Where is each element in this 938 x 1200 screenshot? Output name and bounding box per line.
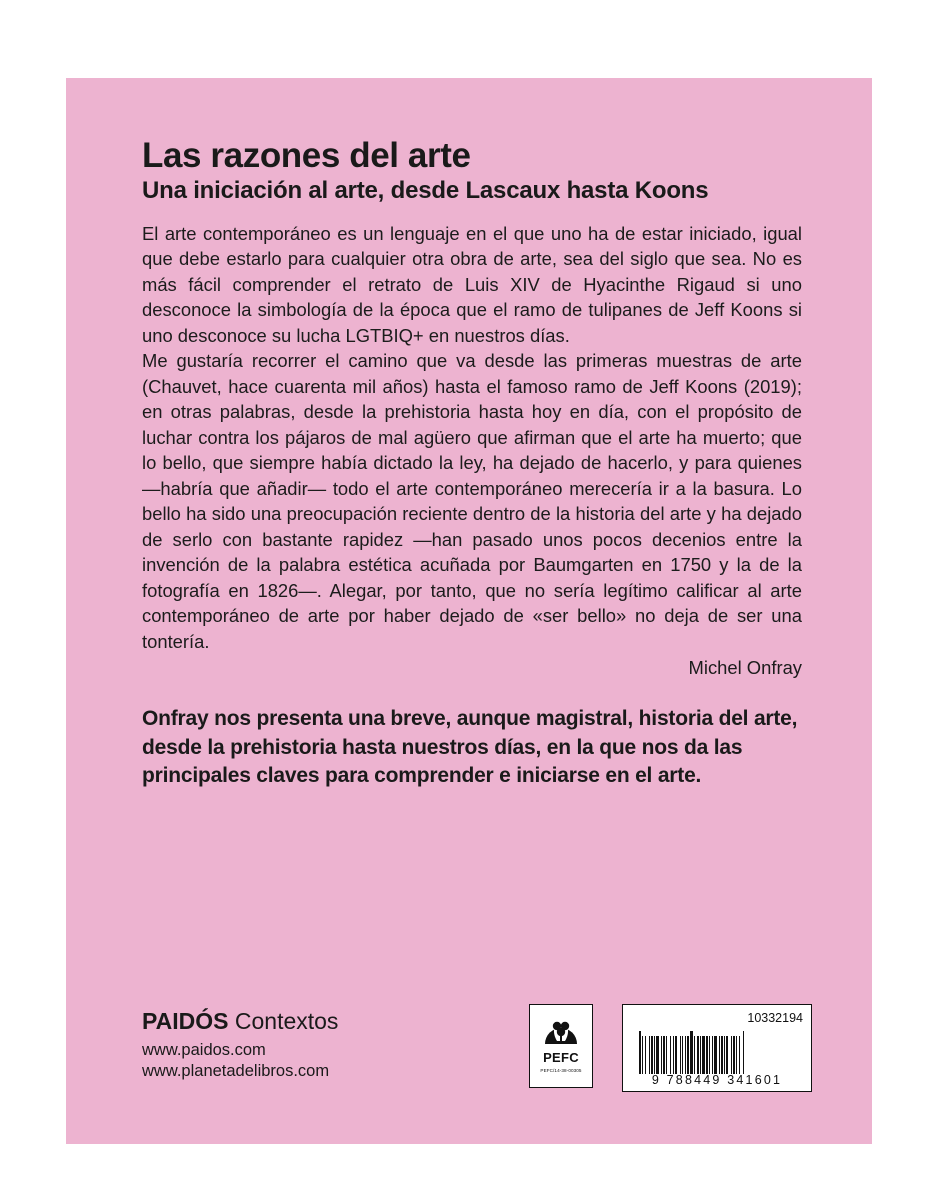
barcode-block [622,1004,812,1092]
author-credit: Michel Onfray [688,657,802,679]
pefc-tree-icon [543,1011,579,1049]
page-title: Las razones del arte [142,136,471,175]
imprint-block [142,1008,472,1082]
pitch-statement: Onfray nos presenta una breve, aunque magistral, historia del arte, desde la prehistoria hasta nuestros días, en la que nos da las principales claves para comprender e iniciarse en el arte. [142,707,798,788]
imprint-collection: Contextos [234,1007,339,1034]
barcode-isbn-digits: 9 788449 341601 [651,1073,783,1087]
pefc-label: PEFC [543,1050,579,1065]
pefc-certification-mark [529,1004,593,1088]
group-url[interactable]: www.planetadelibros.com [142,1061,330,1080]
imprint-brand: PAIDÓS [142,1007,229,1034]
pefc-code: PEFC/14-38-00305 [540,1068,582,1073]
blurb-paragraph-2: Me gustaría recorrer el camino que va desde las primeras muestras de arte (Chauvet, hace cuarenta mil años) hasta el famoso ramo de Jeff Koons (2019); en otras palabras, desde la prehistoria hasta hoy en día, con el propósito de luchar contra los pájaros de mal agüero que afirman que el arte ha muerto; que lo bello, que siempre había dictado la ley, ha dejado de hacerlo, y para quienes —habría que añadir— todo el arte contemporáneo merecería ir a la basura. Lo bello ha sido una preocupación reciente dentro de la historia del arte y ha dejado de serlo con bastante rapidez —han pasado unos pocos decenios entre la invención de la palabra estética acuñada por Baumgarten en 1750 y la de la fotografía en 1826—. Alegar, por tanto, que no sería legítimo calificar al arte contemporáneo de arte por haber dejado de «ser bello» no deja de ser una tontería. [142,350,802,652]
barcode-bars [639,1031,797,1074]
cover-text-block [142,136,802,791]
page-subtitle: Una iniciación al arte, desde Lascaux hasta Koons [142,177,709,205]
barcode-internal-number: 10332194 [747,1011,803,1025]
blurb-paragraph-1: El arte contemporáneo es un lenguaje en el que uno ha de estar iniciado, igual que debe estarlo para cualquier otra obra de arte, sea del siglo que sea. No es más fácil comprender el retrato de Luis XIV de Hyacinthe Rigaud si uno desconoce la simbología de la época que el ramo de tulipanes de Jeff Koons si uno desconoce su lucha LGTBIQ+ en nuestros días. [142,222,802,346]
publisher-url[interactable]: www.paidos.com [142,1040,266,1059]
imprint-name [142,1008,472,1035]
blurb [142,221,802,654]
book-back-cover [66,78,872,1144]
